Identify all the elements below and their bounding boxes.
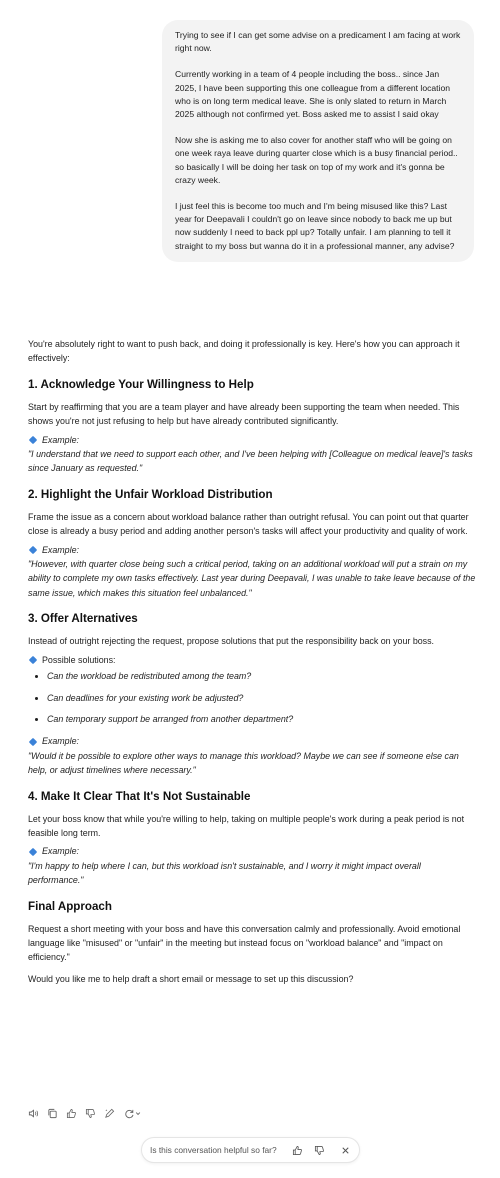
message-actions-toolbar [28,1108,143,1119]
example-label: Example: [28,844,478,858]
example-quote: "However, with quarter close being such a critical period, taking on an additional workload will put a strain on my ability to complete my own tasks effectively. Last year during Deepavali, I was unable to take leave because of the same issue, which makes this situation feel unbalanced." [28,559,476,598]
diamond-icon [29,546,37,554]
list-item: • Can the workload be redistributed among the team? [47,669,478,683]
user-message-paragraph: Currently working in a team of 4 people including the boss.. since Jan 2025, I have been supporting this one colleague from a different location who is on long term medical leave. She is only slated to return in March 2025 although not confirmed yet. Boss asked me to assist I said okay [175,69,451,120]
solutions-label: Possible solutions: [28,653,478,667]
feedback-thumbs-down-button[interactable] [313,1144,325,1156]
section-body: Request a short meeting with your boss and have this conversation calmly and professionally. Avoid emotional language like "misused" or "unfair" in the meeting but instead focus on "workload balance" and "impact on efficiency." [28,923,461,963]
thumbs-up-button[interactable] [66,1108,77,1119]
close-icon [340,1145,351,1156]
example-quote: "Would it be possible to explore other ways to manage this workload? Maybe we can see if someone else can help, or adjust timelines where necessary." [28,750,459,776]
section-heading: 3. Offer Alternatives [28,612,138,626]
section-heading: Final Approach [28,899,112,913]
copy-icon [47,1108,58,1119]
diamond-icon [29,656,37,664]
regenerate-icon [123,1108,143,1119]
read-aloud-button[interactable] [28,1108,39,1119]
example-label: Example: [28,433,478,447]
user-message-paragraph: I just feel this is become too much and I'm being misused like this? Last year for Deepavali I couldn't go on leave since nobody to back me up but now suddenly I need to back ppl up? Totally unfair. I am planning to tell it straight to my boss but wanna do it in a professional manner, any advise? [175,201,455,251]
thumbs-up-icon [292,1145,303,1156]
example-label: Example: [28,543,478,557]
regenerate-button[interactable] [123,1108,143,1119]
follow-up-question: Would you like me to help draft a short email or message to set up this discussion? [28,973,354,984]
diamond-icon [29,847,37,855]
section-heading: 4. Make It Clear That It's Not Sustainable [28,789,251,803]
section-body: Let your boss know that while you're willing to help, taking on multiple people's work during a peak period is not feasible long term. [28,813,465,838]
section-heading: 1. Acknowledge Your Willingness to Help [28,377,254,391]
diamond-icon [29,436,37,444]
thumbs-down-button[interactable] [85,1108,96,1119]
section-heading: 2. Highlight the Unfair Workload Distribution [28,487,273,501]
user-message-bubble [162,20,474,262]
assistant-intro: You're absolutely right to want to push back, and doing it professionally is key. Here's how you can approach it effectively: [28,339,460,364]
thumbs-up-icon [66,1108,77,1119]
example-quote: "I'm happy to help where I can, but this workload isn't sustainable, and I worry it might impact overall performance." [28,860,421,886]
section-body: Start by reaffirming that you are a team player and have already been supporting the team when needed. This shows you're not just refusing to help but have already contributed significantly. [28,401,460,427]
edit-canvas-button[interactable] [104,1108,115,1119]
solutions-list [28,669,478,726]
example-quote: "I understand that we need to support each other, and I've been helping with [Colleague on medical leave]'s tasks since January as requested." [28,449,473,474]
user-message-paragraph: Now she is asking me to also cover for another staff who will be going on one week raya leave during quarter close which is a busy financial period.. so basically I will be doing her task on top of my work and it's gonna be crazy week. [175,135,458,185]
diamond-icon [29,737,37,745]
feedback-text: Is this conversation helpful so far? [150,1145,277,1155]
speaker-icon [28,1108,39,1119]
section-body: Frame the issue as a concern about workload balance rather than outright refusal. You can point out that quarter close is already a busy period and adding another person's tasks will affect your productivity and quality of work. [28,511,469,537]
user-message-paragraph: Trying to see if I can get some advise on a predicament I am facing at work right now. [175,30,461,54]
assistant-message [28,337,478,986]
feedback-close-button[interactable] [339,1144,351,1156]
section-body: Instead of outright rejecting the request, propose solutions that put the responsibility back on your boss. [28,636,435,647]
thumbs-down-icon [314,1145,325,1156]
list-item: • Can temporary support be arranged from another department? [47,712,478,726]
copy-button[interactable] [47,1108,58,1119]
feedback-prompt [141,1137,360,1163]
feedback-thumbs-up-button[interactable] [291,1144,303,1156]
pen-sparkle-icon [104,1108,115,1119]
thumbs-down-icon [85,1108,96,1119]
list-item: • Can deadlines for your existing work be adjusted? [47,691,478,705]
example-label: Example: [28,734,478,748]
